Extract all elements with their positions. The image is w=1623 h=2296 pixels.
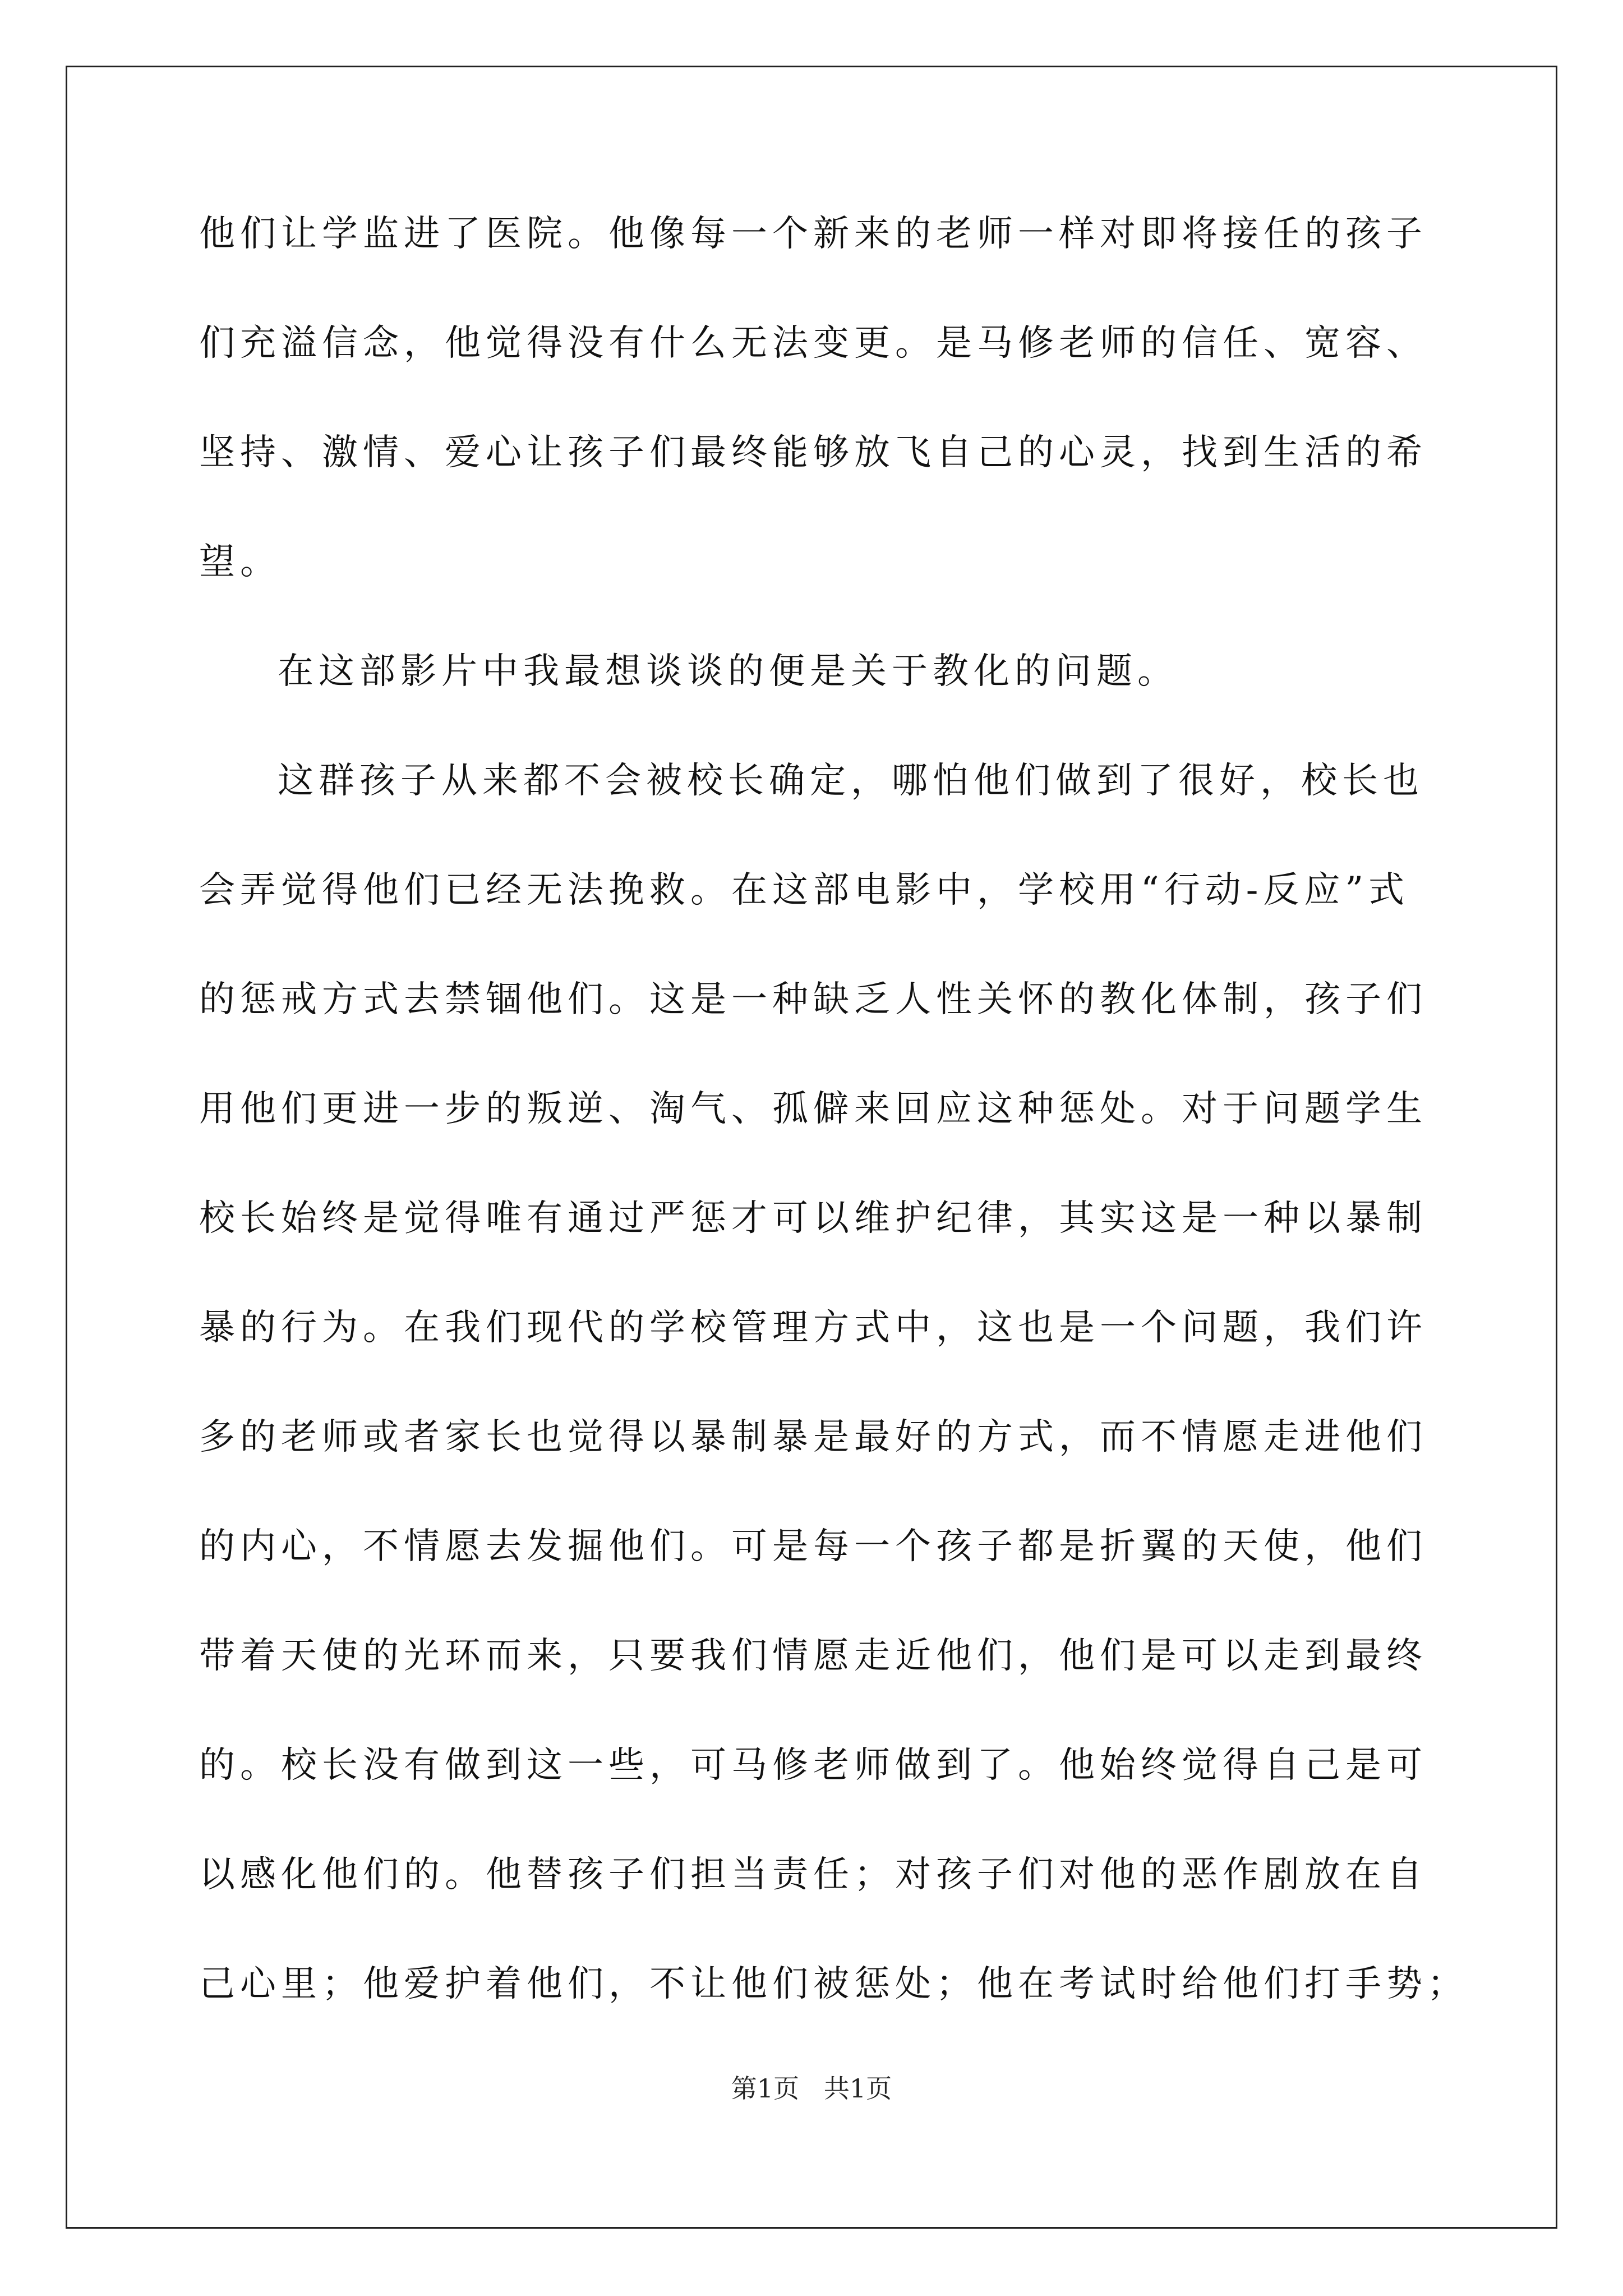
text-line: 望。 (199, 541, 281, 583)
text-line: 会弄觉得他们已经无法挽救。在这部电影中，学校用“行动-反应”式 (199, 869, 1410, 911)
text-line: 在这部影片中我最想谈谈的便是关于教化的问题。 (278, 651, 1178, 692)
text-line: 多的老师或者家长也觉得以暴制暴是最好的方式，而不情愿走进他们 (199, 1416, 1427, 1458)
text-line: 的。校长没有做到这一些，可马修老师做到了。他始终觉得自己是可 (199, 1745, 1427, 1786)
document-body (199, 213, 1468, 2076)
text-line: 带着天使的光环而来，只要我们情愿走近他们，他们是可以走到最终 (199, 1635, 1427, 1677)
text-line: 坚持、激情、爱心让孩子们最终能够放飞自己的心灵，找到生活的希 (199, 432, 1427, 473)
text-line: 他们让学监进了医院。他像每一个新来的老师一样对即将接任的孩子 (199, 213, 1427, 255)
text-line: 的内心，不情愿去发掘他们。可是每一个孩子都是折翼的天使，他们 (199, 1526, 1427, 1567)
text-line: 的惩戒方式去禁锢他们。这是一种缺乏人性关怀的教化体制，孩子们 (199, 979, 1427, 1020)
text-line: 暴的行为。在我们现代的学校管理方式中，这也是一个问题，我们许 (199, 1307, 1427, 1349)
page-number-footer: 第1页 共1页 (731, 2073, 892, 2104)
text-line: 用他们更进一步的叛逆、淘气、孤僻来回应这种惩处。对于问题学生 (199, 1088, 1427, 1130)
text-line: 们充溢信念，他觉得没有什么无法变更。是马修老师的信任、宽容、 (199, 323, 1427, 364)
text-line: 这群孩子从来都不会被校长确定，哪怕他们做到了很好，校长也 (278, 760, 1424, 802)
text-line: 以感化他们的。他替孩子们担当责任；对孩子们对他的恶作剧放在自 (199, 1854, 1427, 1895)
text-line: 校长始终是觉得唯有通过严惩才可以维护纪律，其实这是一种以暴制 (199, 1198, 1427, 1239)
text-line: 己心里；他爱护着他们，不让他们被惩处；他在考试时给他们打手势； (199, 1963, 1468, 2005)
